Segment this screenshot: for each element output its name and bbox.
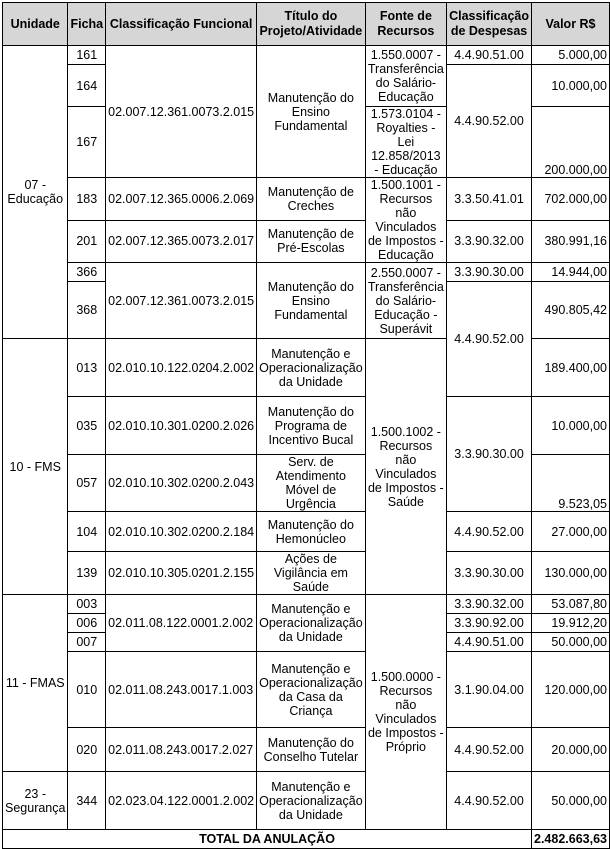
- ficha-cell: 035: [68, 397, 106, 455]
- despesa-cell: 4.4.90.51.00: [447, 633, 532, 652]
- ficha-cell: 344: [68, 772, 106, 830]
- valor-cell: 189.400,00: [532, 339, 610, 397]
- valor-cell: 490.805,42: [532, 282, 610, 339]
- unit-cell: 10 - FMS: [3, 339, 68, 595]
- ficha-cell: 057: [68, 455, 106, 512]
- classificacao-cell: 02.007.12.361.0073.2.015: [106, 46, 257, 178]
- total-value: 2.482.663,63: [532, 830, 610, 849]
- classificacao-cell: 02.007.12.365.0006.2.069: [106, 178, 257, 221]
- titulo-cell: Manutenção do Hemonúcleo: [257, 512, 366, 552]
- valor-cell: 19.912,20: [532, 614, 610, 633]
- fonte-cell: 1.500.0000 - Recursos não Vinculados de Impostos - Próprio: [365, 595, 446, 830]
- despesa-cell: 4.4.90.52.00: [447, 512, 532, 552]
- titulo-cell: Manutenção e Operacionalização da Unidade: [257, 339, 366, 397]
- header-classificacao-funcional: Classificação Funcional: [106, 3, 257, 46]
- classificacao-cell: 02.010.10.122.0204.2.002: [106, 339, 257, 397]
- table-row: [3, 772, 610, 830]
- header-ficha: Ficha: [68, 3, 106, 46]
- unit-cell: 07 - Educação: [3, 46, 68, 339]
- valor-cell: 10.000,00: [532, 65, 610, 107]
- ficha-cell: 201: [68, 220, 106, 263]
- ficha-cell: 007: [68, 633, 106, 652]
- despesa-cell: 4.4.90.52.00: [447, 65, 532, 178]
- classificacao-cell: 02.011.08.243.0017.1.003: [106, 652, 257, 728]
- ficha-cell: 366: [68, 263, 106, 282]
- fonte-cell: 1.500.1001 - Recursos não Vinculados de Impostos - Educação: [365, 178, 446, 263]
- valor-cell: 10.000,00: [532, 397, 610, 455]
- despesa-cell: 4.4.90.51.00: [447, 46, 532, 65]
- ficha-cell: 003: [68, 595, 106, 614]
- header-titulo: Título do Projeto/Atividade: [257, 3, 366, 46]
- titulo-cell: Manutenção do Ensino Fundamental: [257, 263, 366, 339]
- ficha-cell: 164: [68, 65, 106, 107]
- despesa-cell: 3.1.90.04.00: [447, 652, 532, 728]
- despesa-cell: 4.4.90.52.00: [447, 282, 532, 397]
- classificacao-cell: 02.023.04.122.0001.2.002: [106, 772, 257, 830]
- table-row: [3, 397, 610, 455]
- despesa-cell: 3.3.90.92.00: [447, 614, 532, 633]
- valor-cell: 702.000,00: [532, 178, 610, 221]
- valor-cell: 27.000,00: [532, 512, 610, 552]
- header-row: [3, 3, 610, 46]
- despesa-cell: 4.4.90.52.00: [447, 728, 532, 772]
- titulo-cell: Manutenção do Programa de Incentivo Bucal: [257, 397, 366, 455]
- despesa-cell: 3.3.90.30.00: [447, 263, 532, 282]
- fonte-cell: 1.500.1002 - Recursos não Vinculados de Impostos - Saúde: [365, 339, 446, 595]
- despesa-cell: 4.4.90.52.00: [447, 772, 532, 830]
- total-label: TOTAL DA ANULAÇÃO: [3, 830, 532, 849]
- header-classificacao-despesas: Classificação de Despesas: [447, 3, 532, 46]
- classificacao-cell: 02.007.12.361.0073.2.015: [106, 263, 257, 339]
- valor-cell: 120.000,00: [532, 652, 610, 728]
- valor-cell: 130.000,00: [532, 552, 610, 595]
- table-row: [3, 220, 610, 263]
- despesa-cell: 3.3.90.30.00: [447, 552, 532, 595]
- valor-cell: 50.000,00: [532, 772, 610, 830]
- classificacao-cell: 02.011.08.243.0017.2.027: [106, 728, 257, 772]
- fonte-cell: 2.550.0007 - Transferência do Salário-Educação - Superávit: [365, 263, 446, 339]
- ficha-cell: 161: [68, 46, 106, 65]
- ficha-cell: 104: [68, 512, 106, 552]
- ficha-cell: 020: [68, 728, 106, 772]
- header-valor: Valor R$: [532, 3, 610, 46]
- header-unidade: Unidade: [3, 3, 68, 46]
- valor-cell: 380.991,16: [532, 220, 610, 263]
- classificacao-cell: 02.011.08.122.0001.2.002: [106, 595, 257, 652]
- unit-cell: 11 - FMAS: [3, 595, 68, 772]
- valor-cell: 9.523,05: [532, 455, 610, 512]
- classificacao-cell: 02.010.10.302.0200.2.043: [106, 455, 257, 512]
- titulo-cell: Serv. de Atendimento Móvel de Urgência: [257, 455, 366, 512]
- unit-cell: 23 - Segurança: [3, 772, 68, 830]
- header-fonte: Fonte de Recursos: [365, 3, 446, 46]
- valor-cell: 14.944,00: [532, 263, 610, 282]
- valor-cell: 53.087,80: [532, 595, 610, 614]
- ficha-cell: 368: [68, 282, 106, 339]
- classificacao-cell: 02.010.10.301.0200.2.026: [106, 397, 257, 455]
- despesa-cell: 3.3.90.32.00: [447, 595, 532, 614]
- valor-cell: 200.000,00: [532, 107, 610, 178]
- table-row: [3, 595, 610, 614]
- table-row: [3, 178, 610, 221]
- titulo-cell: Manutenção e Operacionalização da Casa da Criança: [257, 652, 366, 728]
- classificacao-cell: 02.010.10.305.0201.2.155: [106, 552, 257, 595]
- table-row: [3, 46, 610, 65]
- fonte-cell: 1.573.0104 - Royalties - Lei 12.858/2013 - Educação: [365, 107, 446, 178]
- ficha-cell: 013: [68, 339, 106, 397]
- table-row: [3, 652, 610, 728]
- ficha-cell: 010: [68, 652, 106, 728]
- valor-cell: 5.000,00: [532, 46, 610, 65]
- budget-annulment-table: [2, 2, 610, 849]
- ficha-cell: 183: [68, 178, 106, 221]
- ficha-cell: 167: [68, 107, 106, 178]
- titulo-cell: Manutenção do Conselho Tutelar: [257, 728, 366, 772]
- titulo-cell: Manutenção do Ensino Fundamental: [257, 46, 366, 178]
- titulo-cell: Manutenção e Operacionalização da Unidade: [257, 772, 366, 830]
- despesa-cell: 3.3.90.30.00: [447, 397, 532, 512]
- ficha-cell: 139: [68, 552, 106, 595]
- total-row: [3, 830, 610, 849]
- titulo-cell: Manutenção de Creches: [257, 178, 366, 221]
- classificacao-cell: 02.007.12.365.0073.2.017: [106, 220, 257, 263]
- classificacao-cell: 02.010.10.302.0200.2.184: [106, 512, 257, 552]
- valor-cell: 20.000,00: [532, 728, 610, 772]
- titulo-cell: Manutenção e Operacionalização da Unidade: [257, 595, 366, 652]
- valor-cell: 50.000,00: [532, 633, 610, 652]
- titulo-cell: Ações de Vigilância em Saúde: [257, 552, 366, 595]
- despesa-cell: 3.3.50.41.01: [447, 178, 532, 221]
- titulo-cell: Manutenção de Pré-Escolas: [257, 220, 366, 263]
- fonte-cell: 1.550.0007 - Transferência do Salário-Educação: [365, 46, 446, 107]
- despesa-cell: 3.3.90.32.00: [447, 220, 532, 263]
- ficha-cell: 006: [68, 614, 106, 633]
- table-row: [3, 552, 610, 595]
- table-row: [3, 728, 610, 772]
- table-row: [3, 512, 610, 552]
- table-row: [3, 263, 610, 282]
